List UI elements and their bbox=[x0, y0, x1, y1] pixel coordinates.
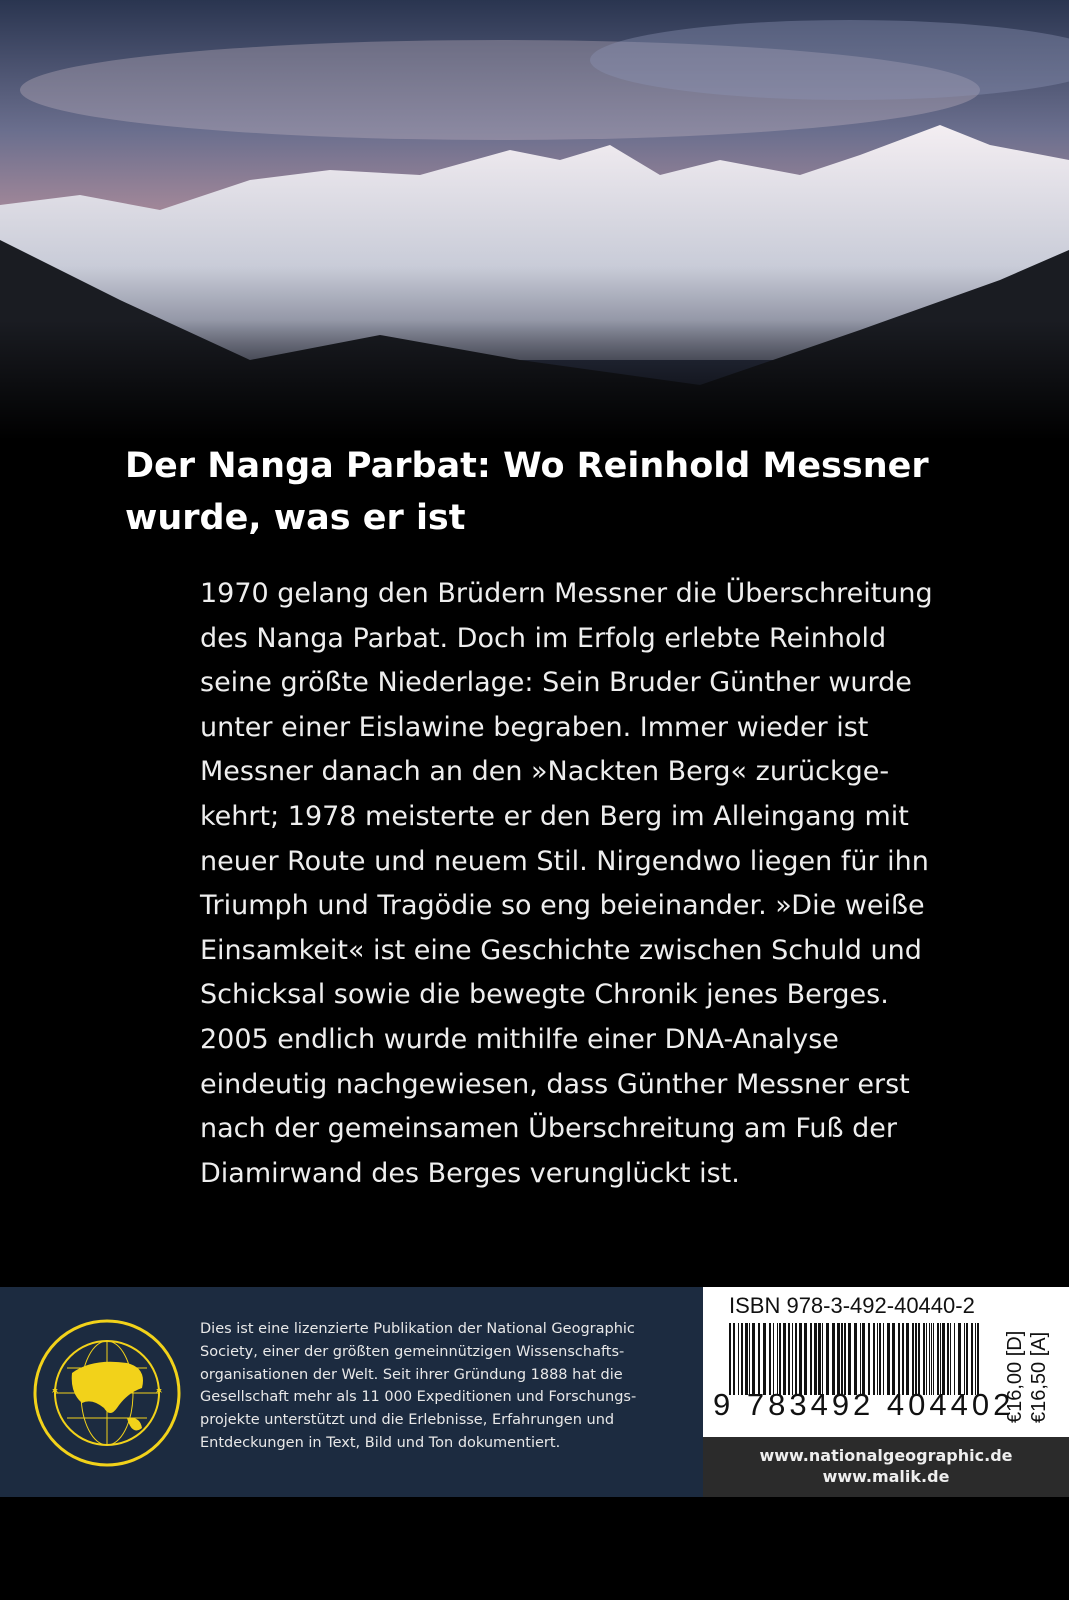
barcode-bar bbox=[958, 1323, 961, 1395]
barcode-bar bbox=[926, 1323, 927, 1395]
barcode-bar bbox=[818, 1323, 821, 1395]
text-line: nach der gemeinsamen Überschreitung am Fuß der bbox=[200, 1113, 897, 1145]
barcode-bar bbox=[937, 1323, 939, 1395]
barcode-bar bbox=[741, 1323, 743, 1395]
barcode-bar bbox=[752, 1323, 755, 1395]
barcode-bar bbox=[814, 1323, 817, 1395]
barcode-bar bbox=[868, 1323, 870, 1395]
barcode-bar bbox=[887, 1323, 890, 1395]
barcode-bar bbox=[799, 1323, 802, 1395]
barcode-bar bbox=[758, 1323, 760, 1395]
barcode-bar bbox=[783, 1323, 786, 1395]
barcode-bar bbox=[964, 1323, 965, 1395]
barcode-bar bbox=[915, 1323, 917, 1395]
barcode-bar bbox=[898, 1323, 900, 1395]
text-line: Einsamkeit« ist eine Geschichte zwischen Schuld und bbox=[200, 934, 922, 966]
text-line: des Nanga Parbat. Doch im Erfolg erlebte Reinhold bbox=[200, 622, 887, 654]
price-austria: €16,50 [A] bbox=[1028, 1331, 1050, 1423]
barcode-bar bbox=[779, 1323, 781, 1395]
barcode-bar bbox=[954, 1323, 955, 1395]
mountain-photo bbox=[0, 0, 1069, 440]
headline-line: wurde, was er ist bbox=[125, 498, 466, 538]
text-line: Society, einer der größten gemeinnützigen Wissenschafts- bbox=[200, 1343, 625, 1360]
text-line: Gesellschaft mehr als 11 000 Expeditionen und Forschungs- bbox=[200, 1389, 637, 1406]
barcode-bar bbox=[918, 1323, 920, 1395]
websites bbox=[703, 1437, 1069, 1497]
barcode-bar bbox=[906, 1323, 909, 1395]
barcode-bar bbox=[729, 1323, 731, 1395]
barcode-bar bbox=[769, 1323, 771, 1395]
url-nationalgeographic[interactable]: www.nationalgeographic.de bbox=[759, 1446, 1013, 1465]
barcode-bar bbox=[848, 1323, 851, 1395]
barcode-bar bbox=[826, 1323, 829, 1395]
barcode-bar bbox=[822, 1323, 823, 1395]
barcode-bar bbox=[773, 1323, 774, 1395]
barcode-bar bbox=[931, 1323, 932, 1395]
barcode-bar bbox=[966, 1323, 968, 1395]
barcode-bar bbox=[763, 1323, 766, 1395]
barcode-bar bbox=[975, 1323, 976, 1395]
barcode-bar bbox=[733, 1323, 735, 1395]
text-line: 2005 endlich wurde mithilfe einer DNA-Analyse bbox=[200, 1023, 839, 1055]
text-line: unter einer Eislawine begraben. Immer wieder ist bbox=[200, 711, 869, 743]
barcode-bar bbox=[933, 1323, 934, 1395]
barcode-bar bbox=[795, 1323, 797, 1395]
barcode-bar bbox=[947, 1323, 949, 1395]
text-line: Dies ist eine lizenzierte Publikation der National Geographic bbox=[200, 1321, 635, 1337]
text-line: kehrt; 1978 meisterte er den Berg im Alleingang mit bbox=[200, 800, 909, 832]
barcode-bar bbox=[792, 1323, 793, 1395]
barcode-bar bbox=[860, 1323, 861, 1395]
barcode-bar bbox=[841, 1323, 843, 1395]
barcode-bar bbox=[877, 1323, 878, 1395]
text-line: Schicksal sowie die bewegte Chronik jenes Berges. bbox=[200, 979, 889, 1011]
barcode-bar bbox=[854, 1323, 857, 1395]
text-line: organisationen der Welt. Seit ihrer Gründung 1888 hat die bbox=[200, 1366, 623, 1383]
barcode-bar bbox=[837, 1323, 840, 1395]
publisher-blurb bbox=[200, 1318, 660, 1455]
barcode-bar bbox=[912, 1323, 914, 1395]
barcode-bar bbox=[971, 1323, 973, 1395]
barcode-bar bbox=[940, 1323, 941, 1395]
text-line: eindeutig nachgewiesen, dass Günther Messner erst bbox=[200, 1068, 910, 1100]
barcode-bar bbox=[804, 1323, 807, 1395]
barcode-bar bbox=[942, 1323, 945, 1395]
headline bbox=[125, 440, 1025, 544]
text-line: 1970 gelang den Brüdern Messner die Überschreitung bbox=[200, 578, 933, 609]
barcode-bar bbox=[810, 1323, 812, 1395]
text-line: Entdeckungen in Text, Bild und Ton dokumentiert. bbox=[200, 1434, 561, 1451]
barcode-bar bbox=[862, 1323, 865, 1395]
barcode-bar bbox=[777, 1323, 778, 1395]
text-line: Diamirwand des Berges verunglückt ist. bbox=[200, 1157, 740, 1189]
isbn-number: ISBN 978-3-492-40440-2 bbox=[729, 1293, 975, 1318]
barcode-bar bbox=[883, 1323, 884, 1395]
barcode-bar bbox=[844, 1323, 846, 1395]
description bbox=[200, 572, 1000, 1196]
text-line: Messner danach an den »Nackten Berg« zurückge- bbox=[200, 756, 890, 788]
text-line: Triumph und Tragödie so eng beieinander. »Die weiße bbox=[200, 890, 925, 922]
barcode-bar bbox=[950, 1323, 951, 1395]
barcode-bar bbox=[745, 1323, 748, 1395]
barcode-icon bbox=[729, 1323, 979, 1395]
barcode-bar bbox=[749, 1323, 750, 1395]
price-germany: €16,00 [D] bbox=[1004, 1330, 1026, 1423]
barcode-bar bbox=[873, 1323, 875, 1395]
barcode-box bbox=[703, 1287, 1069, 1437]
ean-digits: 9 783492 404402 bbox=[713, 1387, 1015, 1422]
barcode-bar bbox=[923, 1323, 925, 1395]
barcode-bar bbox=[738, 1323, 739, 1395]
barcode-bar bbox=[788, 1323, 790, 1395]
url-malik[interactable]: www.malik.de bbox=[822, 1467, 950, 1486]
headline-line: Der Nanga Parbat: Wo Reinhold Messner bbox=[125, 446, 929, 486]
text-line: projekte unterstützt und die Erlebnisse, Erfahrungen und bbox=[200, 1412, 615, 1429]
barcode-bar bbox=[832, 1323, 835, 1395]
barcode-bar bbox=[892, 1323, 895, 1395]
barcode-bar bbox=[977, 1323, 979, 1395]
barcode-bar bbox=[902, 1323, 904, 1395]
text-line: neuer Route und neuem Stil. Nirgendwo liegen für ihn bbox=[200, 845, 929, 877]
prices bbox=[1003, 1331, 1051, 1423]
barcode-bar bbox=[929, 1323, 930, 1395]
national-geographic-seal-logo bbox=[32, 1318, 182, 1468]
barcode-bar bbox=[879, 1323, 881, 1395]
text-line: seine größte Niederlage: Sein Bruder Günther wurde bbox=[200, 667, 912, 699]
